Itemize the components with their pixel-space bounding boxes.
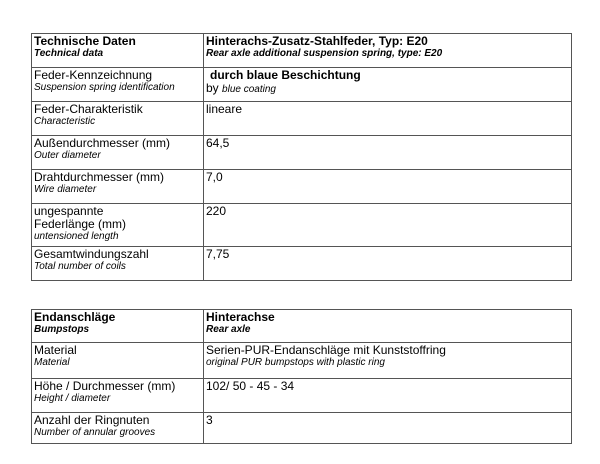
label-en: Suspension spring identification: [34, 82, 175, 93]
header-cell-right: [204, 34, 572, 68]
value-cell: [204, 413, 572, 444]
label-cell: [32, 102, 204, 136]
table-row: [32, 343, 572, 379]
header-cell-left: [32, 310, 204, 343]
table-row: [32, 247, 572, 281]
value-en: blue coating: [222, 84, 276, 95]
label-cell: [32, 170, 204, 204]
value-text: 64,5: [206, 136, 230, 150]
bumpstops-table: [31, 309, 572, 444]
value-text: 7,0: [206, 170, 223, 184]
table-row: [32, 379, 572, 413]
value-en: original PUR bumpstops with plastic ring: [206, 357, 385, 368]
table-row: [32, 136, 572, 170]
value-cell: [204, 343, 572, 379]
value-text: 220: [206, 204, 227, 218]
value-cell: [204, 379, 572, 413]
label-de: Drahtdurchmesser (mm): [34, 170, 165, 184]
label-de: Anzahl der Ringnuten: [34, 413, 150, 427]
value-cell: [204, 204, 572, 247]
table-row: [32, 413, 572, 444]
header-title-de: Endanschläge: [34, 310, 116, 324]
label-de: ungespannte Federlänge (mm): [34, 204, 127, 231]
value-text: durch blaue Beschichtung: [210, 68, 361, 82]
table-header-row: [32, 34, 572, 68]
label-en: Wire diameter: [34, 184, 97, 195]
value-text: Serien-PUR-Endanschläge mit Kunststoffring: [206, 343, 446, 357]
label-en: Material: [34, 357, 70, 368]
value-prefix-en: by: [206, 81, 219, 95]
table-row: [32, 68, 572, 102]
value-cell: [204, 136, 572, 170]
header-product-en: Rear axle additional suspension spring, type: E20: [206, 48, 443, 59]
label-cell: [32, 204, 204, 247]
header-title-de: Technische Daten: [34, 34, 136, 48]
label-cell: [32, 68, 204, 102]
label-en: Outer diameter: [34, 150, 101, 161]
value-text: lineare: [206, 102, 243, 116]
header-title-en: Bumpstops: [34, 324, 89, 335]
label-de: Außendurchmesser (mm): [34, 136, 171, 150]
table-row: [32, 102, 572, 136]
label-cell: [32, 343, 204, 379]
label-en: Height / diameter: [34, 393, 111, 404]
label-de: Feder-Charakteristik: [34, 102, 143, 116]
label-cell: [32, 136, 204, 170]
label-en: Total number of coils: [34, 261, 126, 272]
label-de: Gesamtwindungszahl: [34, 247, 149, 261]
header-cell-right: [204, 310, 572, 343]
label-cell: [32, 413, 204, 444]
label-de: Höhe / Durchmesser (mm): [34, 379, 176, 393]
header-axle-de: Hinterachse: [206, 310, 275, 324]
label-en: untensioned length: [34, 231, 119, 242]
header-axle-en: Rear axle: [206, 324, 251, 335]
header-cell-left: [32, 34, 204, 68]
value-cell: [204, 68, 572, 102]
label-cell: [32, 247, 204, 281]
table-row: [32, 204, 572, 247]
table-header-row: [32, 310, 572, 343]
label-de: Material: [34, 343, 77, 357]
value-cell: [204, 247, 572, 281]
label-cell: [32, 379, 204, 413]
table-row: [32, 170, 572, 204]
label-de: Feder-Kennzeichnung: [34, 68, 153, 82]
value-text: 7,75: [206, 247, 230, 261]
label-en: Number of annular grooves: [34, 427, 156, 438]
value-text: 3: [206, 413, 213, 427]
value-text: 102/ 50 - 45 - 34: [206, 379, 295, 393]
label-en: Characteristic: [34, 116, 96, 127]
header-title-en: Technical data: [34, 48, 104, 59]
technical-data-table: [31, 33, 572, 281]
value-en-line: [206, 82, 569, 96]
header-product-de: Hinterachs-Zusatz-Stahlfeder, Typ: E20: [206, 34, 428, 48]
value-cell: [204, 102, 572, 136]
value-cell: [204, 170, 572, 204]
